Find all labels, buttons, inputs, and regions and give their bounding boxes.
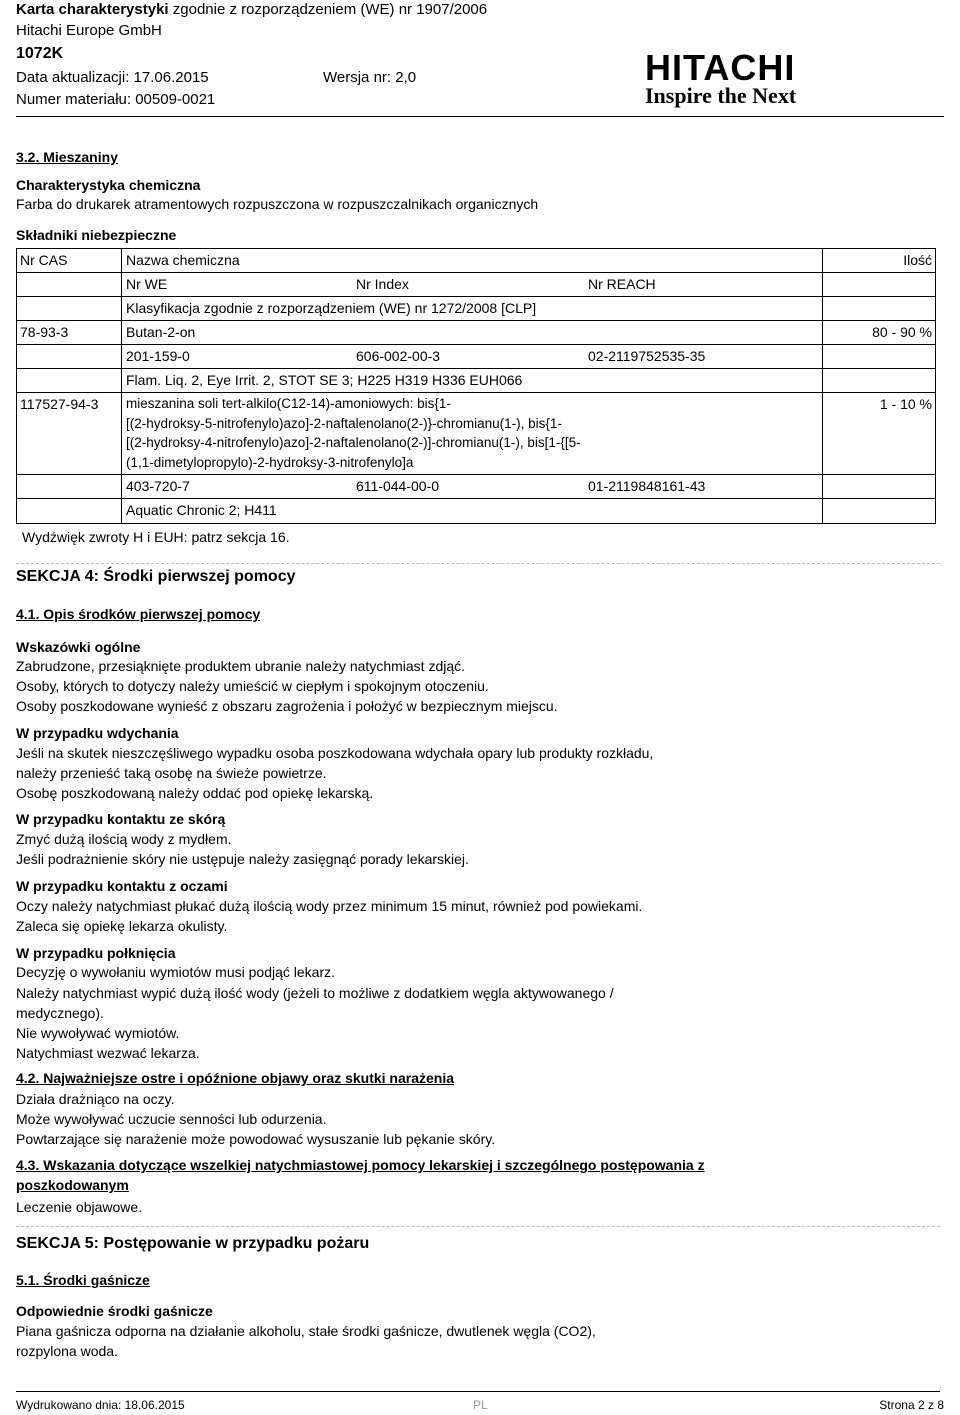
table-blank-cell — [822, 272, 936, 297]
row1-name-cell — [121, 320, 823, 345]
row1-qty: 80 - 90 % — [872, 324, 932, 340]
hazardous-components-label: Składniki niebezpieczne — [16, 227, 177, 243]
footer-page-number: Strona 2 z 8 — [879, 1398, 944, 1412]
section-divider — [16, 563, 940, 564]
subsection-5-1-title: 5.1. Środki gaśnicze — [16, 1272, 150, 1288]
eye-contact-label: W przypadku kontaktu z oczami — [16, 878, 228, 894]
h-phrases-note: Wydźwięk zwroty H i EUH: patrz sekcja 16. — [22, 529, 290, 545]
suitable-media-line-2: rozpylona woda. — [16, 1343, 118, 1359]
row2-name-line-4: (1,1-dimetylopropylo)-2-hydroksy-3-nitrofenylo]a — [126, 454, 414, 470]
row1-we: 201-159-0 — [126, 348, 190, 364]
hazardous-components-table — [16, 248, 936, 524]
ingestion-line-1: Decyzję o wywołaniu wymiotów musi podjąć lekarz. — [16, 964, 336, 980]
table-header-ids-cell — [121, 272, 823, 297]
document-title-bold: Karta charakterystyki — [16, 1, 169, 18]
material-number: Numer materiału: 00509-0021 — [16, 91, 216, 108]
subsection-3-2-title: 3.2. Mieszaniny — [16, 149, 118, 165]
table-blank-cell — [16, 272, 122, 297]
row2-qty: 1 - 10 % — [879, 396, 932, 412]
row1-cas: 78-93-3 — [20, 324, 69, 340]
header-name: Nazwa chemiczna — [126, 252, 240, 268]
header-we: Nr WE — [126, 276, 168, 292]
document-title-rest: zgodnie z rozporządzeniem (WE) nr 1907/2006 — [172, 1, 488, 18]
subsection-4-3-title-line-1: 4.3. Wskazania dotyczące wszelkiej natychmiastowej pomocy lekarskiej i szczególnego postępowania z — [16, 1157, 705, 1173]
table-blank-cell — [822, 498, 936, 524]
version-number: Wersja nr: 2,0 — [323, 69, 417, 86]
ingestion-line-4: Nie wywoływać wymiotów. — [16, 1025, 180, 1041]
header-cas: Nr CAS — [20, 252, 68, 268]
general-advice-label: Wskazówki ogólne — [16, 639, 141, 655]
table-blank-cell — [822, 344, 936, 369]
footer-print-date: Wydrukowano dnia: 18.06.2015 — [16, 1398, 185, 1412]
header-index: Nr Index — [356, 276, 409, 292]
row2-we: 403-720-7 — [126, 478, 190, 494]
table-blank-cell — [822, 368, 936, 393]
symptoms-line-1: Działa drażniąco na oczy. — [16, 1091, 175, 1107]
symptoms-line-3: Powtarzające się narażenie może powodować wysuszanie lub pękanie skóry. — [16, 1131, 496, 1147]
table-blank-cell — [822, 474, 936, 499]
section-5-title: SEKCJA 5: Postępowanie w przypadku pożaru — [16, 1235, 370, 1252]
update-date: Data aktualizacji: 17.06.2015 — [16, 69, 209, 86]
ingestion-line-2: Należy natychmiast wypić dużą ilość wody (jeżeli to możliwe z dodatkiem węgla aktywowanego / — [16, 985, 614, 1001]
inhalation-line-3: Osobę poszkodowaną należy oddać pod opiekę lekarską. — [16, 785, 374, 801]
subsection-4-3-title-line-2: poszkodowanym — [16, 1177, 129, 1193]
table-blank-cell — [822, 296, 936, 321]
suitable-media-label: Odpowiednie środki gaśnicze — [16, 1303, 213, 1319]
section-4-title: SEKCJA 4: Środki pierwszej pomocy — [16, 568, 296, 585]
logo-brand: HITACHI — [645, 47, 796, 88]
inhalation-line-1: Jeśli na skutek nieszczęśliwego wypadku osoba poszkodowana wdychała opary lub produkty rozkładu, — [16, 745, 654, 761]
skin-contact-line-1: Zmyć dużą ilością wody z mydłem. — [16, 831, 232, 847]
general-advice-line-3: Osoby poszkodowane wynieść z obszaru zagrożenia i położyć w bezpiecznym miejscu. — [16, 698, 558, 714]
row2-name-line-2: [(2-hydroksy-5-nitrofenylo)azo]-2-naftalenolano(2-)}-chromianu(1-), bis{1- — [126, 415, 562, 431]
hitachi-logo — [645, 47, 845, 108]
chemical-characteristics-label: Charakterystyka chemiczna — [16, 177, 201, 193]
suitable-media-line-1: Piana gaśnicza odporna na działanie alkoholu, stałe środki gaśnicze, dwutlenek węgla (CO2), — [16, 1323, 596, 1339]
ingestion-line-5: Natychmiast wezwać lekarza. — [16, 1045, 200, 1061]
row2-cas: 117527-94-3 — [20, 396, 99, 412]
inhalation-label: W przypadku wdychania — [16, 725, 179, 741]
row2-name-line-3: [(2-hydroksy-4-nitrofenylo)azo]-2-naftalenolano(2-)]-chromianu(1-), bis[1-{[5- — [126, 435, 581, 450]
section-divider — [16, 1226, 940, 1227]
row1-name: Butan-2-on — [126, 324, 196, 340]
treatment-text: Leczenie objawowe. — [16, 1199, 143, 1215]
logo-tagline: Inspire the Next — [645, 83, 797, 108]
header-reach: Nr REACH — [588, 276, 656, 292]
ingestion-label: W przypadku połknięcia — [16, 945, 176, 961]
symptoms-line-2: Może wywoływać uczucie senności lub odurzenia. — [16, 1111, 327, 1127]
subsection-4-1-title: 4.1. Opis środków pierwszej pomocy — [16, 606, 261, 622]
header-classification: Klasyfikacja zgodnie z rozporządzeniem (WE) nr 1272/2008 [CLP] — [126, 300, 537, 316]
table-blank-cell — [16, 344, 122, 369]
table-blank-cell — [16, 498, 122, 524]
row2-classification: Aquatic Chronic 2; H411 — [126, 502, 277, 518]
footer-divider — [16, 1391, 940, 1392]
general-advice-line-1: Zabrudzone, przesiąknięte produktem ubranie należy natychmiast zdjąć. — [16, 658, 466, 674]
row2-reach: 01-2119848161-43 — [588, 478, 706, 494]
general-advice-line-2: Osoby, których to dotyczy należy umieścić w ciepłym i spokojnym otoczeniu. — [16, 678, 489, 694]
footer-language: PL — [473, 1398, 488, 1412]
row2-ids-cell — [121, 474, 823, 499]
table-blank-cell — [16, 296, 122, 321]
table-blank-cell — [16, 368, 122, 393]
product-name: 1072K — [16, 45, 64, 62]
row2-index: 611-044-00-0 — [356, 478, 440, 494]
document-title — [16, 0, 487, 20]
company-name: Hitachi Europe GmbH — [16, 22, 162, 39]
table-blank-cell — [16, 474, 122, 499]
row1-index: 606-002-00-3 — [356, 348, 441, 364]
row1-ids-cell — [121, 344, 823, 369]
eye-contact-line-2: Zaleca się opiekę lekarza okulisty. — [16, 918, 228, 934]
skin-contact-label: W przypadku kontaktu ze skórą — [16, 811, 226, 827]
row1-classification: Flam. Liq. 2, Eye Irrit. 2, STOT SE 3; H225 H319 H336 EUH066 — [126, 372, 523, 388]
row2-name-line-1: mieszanina soli tert-alkilo(C12-14)-amoniowych: bis{1- — [126, 396, 451, 411]
eye-contact-line-1: Oczy należy natychmiast płukać dużą ilością wody przez minimum 15 minut, również pod powiekami. — [16, 898, 643, 914]
header-qty: Ilość — [903, 252, 932, 268]
skin-contact-line-2: Jeśli podrażnienie skóry nie ustępuje należy zasięgnąć porady lekarskiej. — [16, 851, 469, 867]
subsection-4-2-title: 4.2. Najważniejsze ostre i opóźnione objawy oraz skutki narażenia — [16, 1070, 455, 1086]
ingestion-line-3: medycznego). — [16, 1005, 104, 1021]
chemical-characteristics-text: Farba do drukarek atramentowych rozpuszczona w rozpuszczalnikach organicznych — [16, 196, 539, 212]
inhalation-line-2: należy przenieść taką osobę na świeże powietrze. — [16, 765, 327, 781]
header-divider — [16, 116, 944, 117]
row1-reach: 02-2119752535-35 — [588, 348, 706, 364]
